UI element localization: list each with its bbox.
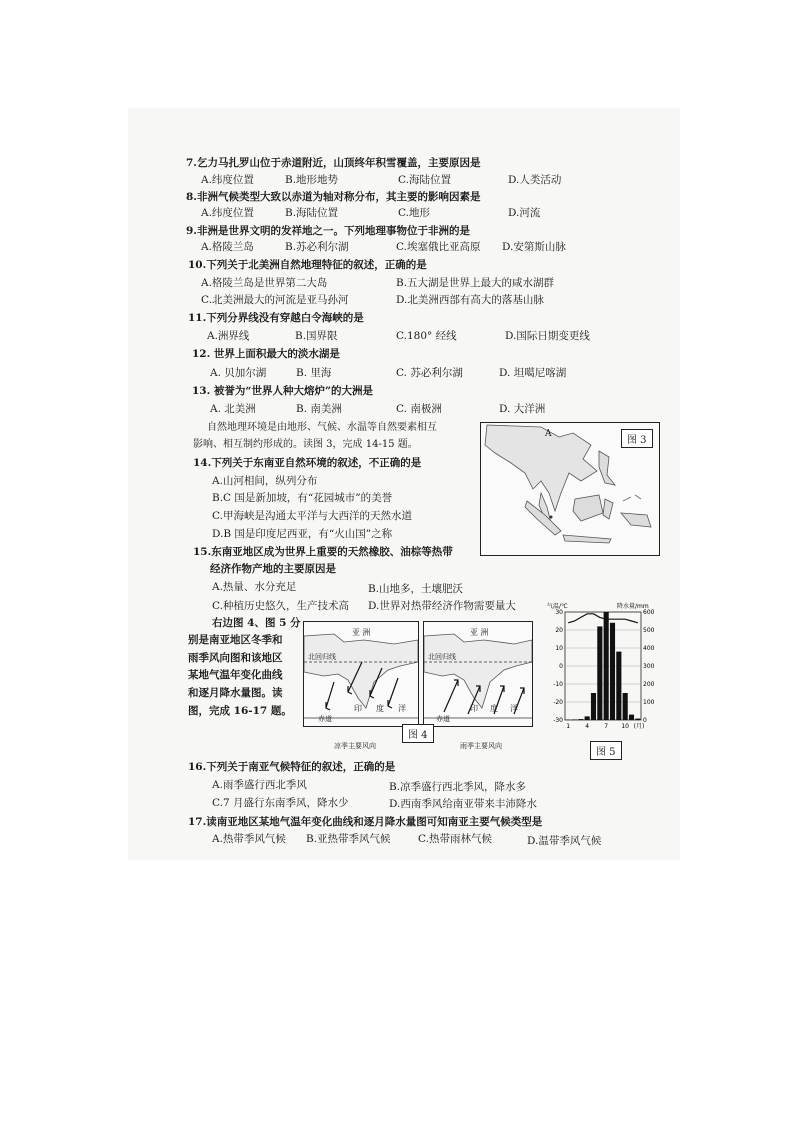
q10-option-c[interactable]: C.北美洲最大的河流是亚马孙河 — [201, 294, 349, 306]
q11-option-c[interactable]: C.180° 经线 — [396, 330, 457, 342]
intro-16-line4: 某地气温年变化曲线 — [188, 669, 283, 681]
q8-option-d[interactable]: D.河流 — [508, 207, 541, 219]
q14-option-d[interactable]: D.B 国是印度尼西亚，有“火山国”之称 — [212, 528, 393, 540]
intro-16-line6: 图，完成 16-17 题。 — [188, 705, 292, 717]
q9-option-b[interactable]: B.苏必利尔湖 — [285, 241, 349, 253]
temp-tick-label: 30 — [555, 609, 563, 616]
figure-5-label: 图 5 — [590, 741, 622, 760]
precip-tick-label: 300 — [643, 663, 655, 670]
q14-option-b[interactable]: B.C 国是新加坡，有“花园城市”的美誉 — [212, 492, 393, 504]
q9-stem: 9.非洲是世界文明的发祥地之一。下列地理事物位于非洲的是 — [186, 225, 470, 237]
q11-option-a[interactable]: A.洲界线 — [207, 330, 250, 342]
q17-option-a[interactable]: A.热带季风气候 — [212, 833, 286, 845]
q14-stem: 14.下列关于东南亚自然环境的叙述，不正确的是 — [193, 457, 422, 469]
intro-16-line3: 雨季风向图和该地区 — [188, 652, 283, 664]
figure-4-dry-season-map — [303, 621, 419, 727]
q12-stem: 12. 世界上面积最大的淡水湖是 — [192, 348, 340, 360]
figure-3-label: 图 3 — [621, 429, 653, 448]
q15-stem-line1: 15.东南亚地区成为世界上重要的天然橡胶、油棕等热带 — [193, 546, 453, 558]
fig4-right-india1: 印 — [470, 704, 478, 713]
month-tick-label: 4 — [585, 723, 590, 730]
q13-option-d[interactable]: D. 大洋洲 — [499, 403, 546, 415]
fig5-temp-label: 气温/℃ — [547, 603, 568, 610]
q7-option-b[interactable]: B.地形地势 — [285, 174, 339, 186]
figure-4-label: 图 4 — [402, 724, 434, 743]
q14-option-c[interactable]: C.甲海峡是沟通太平洋与大西洋的天然水道 — [212, 510, 412, 522]
q12-option-d[interactable]: D. 坦噶尼喀湖 — [499, 367, 567, 379]
q15-option-a[interactable]: A.热量、水分充足 — [212, 581, 297, 593]
precip-bar-3 — [578, 719, 583, 720]
q16-stem: 16.下列关于南亚气候特征的叙述，正确的是 — [188, 761, 396, 773]
q17-option-d[interactable]: D.温带季风气候 — [527, 835, 602, 847]
q15-stem-line2: 经济作物产地的主要原因是 — [210, 563, 336, 575]
intro-16-line2: 别是南亚地区冬季和 — [188, 634, 283, 646]
q7-option-d[interactable]: D.人类活动 — [508, 174, 562, 186]
climate-chart-svg — [545, 600, 660, 740]
fig4-left-india2: 度 — [376, 704, 384, 713]
fig4-left-asia: 亚 洲 — [352, 628, 371, 637]
month-tick-label: 10 — [621, 723, 629, 730]
fig4-caption-left: 凉季主要风向 — [334, 742, 376, 750]
q15-option-b[interactable]: B.山地多，土壤肥沃 — [368, 583, 464, 595]
q16-option-a[interactable]: A.雨季盛行西北季风 — [212, 779, 307, 791]
month-tick-label: 1 — [566, 723, 571, 730]
precip-bar-9 — [616, 652, 621, 720]
q7-stem: 7.乞力马扎罗山位于赤道附近，山顶终年积雪覆盖，主要原因是 — [186, 157, 481, 169]
precip-tick-label: 600 — [643, 609, 655, 616]
q17-stem: 17.读南亚地区某地气温年变化曲线和逐月降水量图可知南亚主要气候类型是 — [188, 816, 543, 828]
figure-3-map — [480, 422, 660, 556]
precip-bar-8 — [610, 623, 615, 720]
q7-option-c[interactable]: C.海陆位置 — [398, 174, 451, 186]
precip-bar-10 — [623, 693, 628, 720]
fig4-left-tropic: 北回归线 — [308, 653, 336, 661]
fig5-precip-label: 降水量/mm — [617, 603, 649, 610]
q17-option-c[interactable]: C.热带雨林气候 — [418, 833, 492, 845]
q13-option-a[interactable]: A. 北美洲 — [210, 403, 256, 415]
precip-tick-label: 400 — [643, 645, 655, 652]
intro-14-line2: 影响、相互制约形成的。读图 3，完成 14-15 题。 — [193, 439, 418, 450]
fig4-left-equator: 赤道 — [318, 715, 332, 723]
month-tick-label: 7 — [604, 723, 609, 730]
figure-3-letter-a: A — [545, 429, 552, 439]
q13-stem: 13. 被誉为“世界人种大熔炉”的大洲是 — [192, 385, 374, 397]
fig4-right-india2: 度 — [490, 704, 498, 713]
q12-option-b[interactable]: B. 里海 — [296, 367, 332, 379]
temp-tick-label: 0 — [559, 663, 563, 670]
q12-option-a[interactable]: A. 贝加尔湖 — [210, 367, 267, 379]
fig4-left-india1: 印 — [354, 704, 362, 713]
q16-option-d[interactable]: D.西南季风给南亚带来丰沛降水 — [389, 798, 537, 810]
temp-tick-label: -10 — [553, 681, 563, 688]
precip-tick-label: 0 — [643, 717, 647, 724]
temperature-line — [568, 614, 638, 623]
precip-bar-5 — [591, 693, 596, 720]
intro-16-line5: 和逐月降水量图。读 — [188, 687, 283, 699]
q10-option-a[interactable]: A.格陵兰岛是世界第二大岛 — [201, 277, 328, 289]
month-tick-label: (月) — [633, 723, 645, 730]
q16-option-b[interactable]: B.凉季盛行西北季风，降水多 — [389, 781, 527, 793]
fig4-right-equator: 赤道 — [436, 715, 450, 723]
q11-option-b[interactable]: B.国界限 — [295, 330, 338, 342]
q9-option-d[interactable]: D.安第斯山脉 — [502, 241, 566, 253]
precip-tick-label: 200 — [643, 681, 655, 688]
q13-option-c[interactable]: C. 南极洲 — [396, 403, 442, 415]
q8-option-c[interactable]: C.地形 — [398, 207, 430, 219]
q8-option-b[interactable]: B.海陆位置 — [285, 207, 339, 219]
q12-option-c[interactable]: C. 苏必利尔湖 — [396, 367, 463, 379]
q16-option-c[interactable]: C.7 月盛行东南季风，降水少 — [212, 797, 349, 809]
figure-4-rainy-season-map — [423, 621, 533, 727]
intro-16-line1: 右边图 4、图 5 分 — [212, 617, 301, 629]
fig4-right-ocean: 洋 — [510, 704, 518, 713]
temp-tick-label: -20 — [553, 699, 563, 706]
precip-bar-4 — [585, 716, 590, 720]
fig4-right-tropic: 北回归线 — [428, 653, 456, 661]
precip-tick-label: 100 — [643, 699, 655, 706]
q9-option-c[interactable]: C.埃塞俄比亚高原 — [396, 241, 481, 253]
precip-bar-6 — [597, 626, 602, 720]
temp-tick-label: 20 — [555, 627, 563, 634]
temp-tick-label: -30 — [553, 717, 563, 724]
intro-14-line1: 自然地理环境是由地形、气候、水温等自然要素相互 — [207, 422, 437, 433]
q7-option-a[interactable]: A.纬度位置 — [201, 174, 254, 186]
fig4-left-ocean: 洋 — [398, 704, 406, 713]
q8-stem: 8.非洲气候类型大致以赤道为轴对称分布，其主要的影响因素是 — [186, 191, 481, 203]
precip-tick-label: 500 — [643, 627, 655, 634]
precip-bar-2 — [572, 719, 577, 720]
q11-stem: 11.下列分界线没有穿越白令海峡的是 — [188, 312, 364, 324]
q10-option-d[interactable]: D.北美洲西部有高大的落基山脉 — [396, 294, 544, 306]
precip-bar-12 — [635, 719, 640, 720]
temp-tick-label: 10 — [555, 645, 563, 652]
precip-bar-11 — [629, 715, 634, 720]
fig4-caption-right: 雨季主要风向 — [460, 742, 502, 750]
figure-5-climate-chart — [545, 600, 660, 740]
q10-option-b[interactable]: B.五大湖是世界上最大的咸水湖群 — [396, 277, 555, 289]
q15-option-d[interactable]: D.世界对热带经济作物需要量大 — [368, 600, 516, 612]
q10-stem: 10.下列关于北美洲自然地理特征的叙述，正确的是 — [188, 259, 427, 271]
q14-option-a[interactable]: A.山河相间，纵列分布 — [212, 475, 318, 487]
precip-bar-7 — [604, 612, 609, 720]
fig4-right-asia: 亚 洲 — [470, 628, 489, 637]
q9-option-a[interactable]: A.格陵兰岛 — [201, 241, 254, 253]
q8-option-a[interactable]: A.纬度位置 — [201, 207, 254, 219]
q13-option-b[interactable]: B. 南美洲 — [296, 403, 342, 415]
q17-option-b[interactable]: B.亚热带季风气候 — [306, 833, 391, 845]
q15-option-c[interactable]: C.种植历史悠久，生产技术高 — [212, 600, 349, 612]
q11-option-d[interactable]: D.国际日期变更线 — [505, 330, 590, 342]
